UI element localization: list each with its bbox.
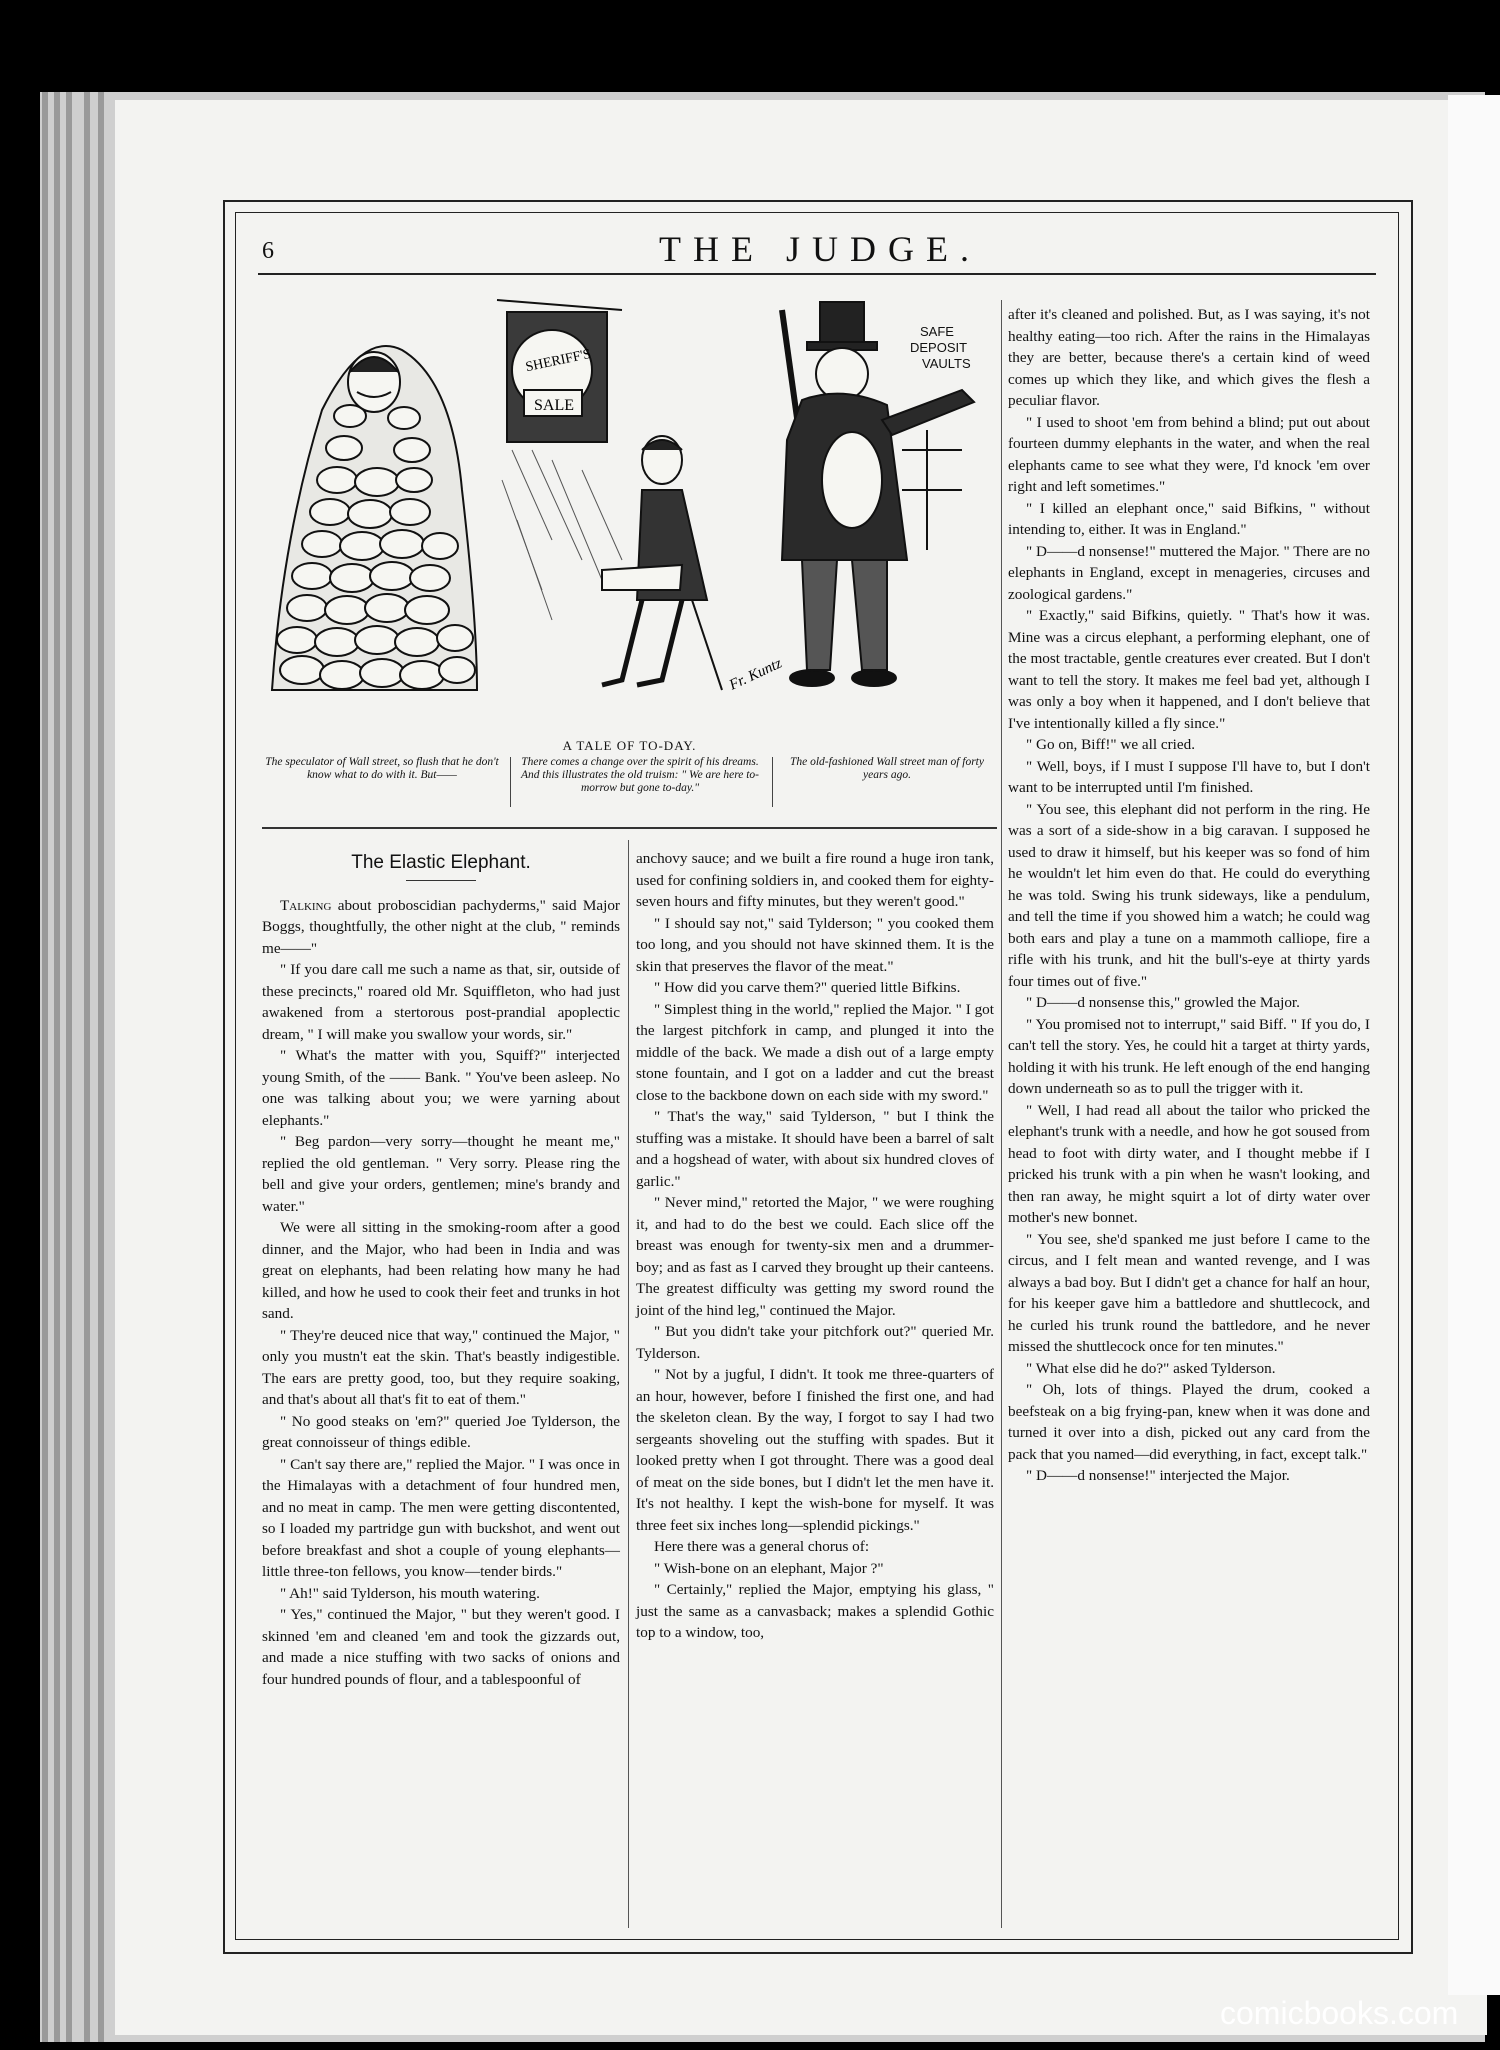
paragraph: " You promised not to interrupt," said Biff. " If you do, I can't tell the story. Yes, he could hit a target at thirty yards, holding it with his trunk. He left enough of the end hanging down underneath so as to pull the trigger with it.	[1008, 1015, 1370, 1097]
cartoon-illustration	[262, 290, 997, 730]
paragraph: " Oh, lots of things. Played the drum, cooked a beefsteak on a big frying-pan, knew when it was done and turned it over into a dish, picked out any card from the pack that you named—did everything, in fact, except talk."	[1008, 1381, 1370, 1463]
paragraph: " That's the way," said Tylderson, " but I think the stuffing was a mistake. It should have been a barrel of salt and a hogshead of water, with about six hundred cloves of garlic."	[636, 1108, 994, 1190]
paragraph: " What's the matter with you, Squiff?" interjected young Smith, of the —— Bank. " You've been asleep. No one was talking about you; we were yarning about elephants."	[262, 1047, 620, 1129]
paragraph: " What else did he do?" asked Tylderson.	[1026, 1359, 1276, 1377]
paragraph: " No good steaks on 'em?" queried Joe Tylderson, the great connoisseur of things edible.	[262, 1412, 620, 1451]
paragraph: " Well, boys, if I must I suppose I'll have to, but I don't want to be interrupted until I'm finished.	[1008, 757, 1370, 796]
paragraph: " Wish-bone on an elephant, Major ?"	[654, 1559, 884, 1577]
paragraph: " Well, I had read all about the tailor who pricked the elephant's trunk with a needle, and how he got soused from head to foot with dirty water, and I thought mebbe if I pricked his trunk with a pin when he wasn't looking, and then ran away, he might squirt a lot of dirty water over mother's new bonnet.	[1008, 1101, 1370, 1226]
paragraph: " Ah!" said Tylderson, his mouth watering.	[280, 1584, 540, 1602]
article-column-3	[1008, 304, 1370, 1487]
paragraph: " You see, this elephant did not perform in the ring. He was a sort of a side-show in a big caravan. I supposed he used to draw it himself, but his keeper was so fond of him he wouldn't let him even do that. He could do everything he was told. Swing his trunk sideways, like a pendulum, and tell the time if you showed him a watch; he could wag both ears and play a tune on a mammoth calliope, fire a rifle with his trunk, and hit the bull's-eye at thirty yards four times out of five."	[1008, 800, 1370, 990]
rain-lines	[502, 450, 622, 620]
paragraph: " Simplest thing in the world," replied the Major. " I got the largest pitchfork in camp, and plunged it into the middle of the back. We made a dish out of a large empty stone fountain, and I got on a ladder and cut the breast close to the backbone down on each side with my sword."	[636, 1000, 994, 1104]
paragraph: anchovy sauce; and we built a fire round a huge iron tank, used for confining soldiers in, and cooked them for eighty-seven hours and fifty minutes, but they weren't good."	[636, 850, 994, 910]
sign-sale-text: SALE	[534, 397, 574, 414]
paragraph: " D——d nonsense!" muttered the Major. " There are no elephants in England, except in menageries, circuses and zoological gardens."	[1008, 542, 1370, 603]
caption-panel-left: The speculator of Wall street, so flush that he don't know what to do with it. But——	[265, 756, 499, 781]
broke-man	[602, 436, 722, 690]
column-divider	[628, 840, 629, 1928]
paragraph: " Beg pardon—very sorry—thought he meant me," replied the old gentleman. " Very sorry. Please ring the bell and give your orders, gentlemen; mine's brandy and water."	[262, 1133, 620, 1215]
article-column-1	[262, 842, 620, 1690]
paragraph: " I used to shoot 'em from behind a blind; put out about fourteen dummy elephants in the water, and when the real elephants came to see what they were, I'd knock 'em over right and left sometimes."	[1008, 413, 1370, 495]
paragraph: " How did you carve them?" queried little Bifkins.	[654, 979, 961, 996]
sheriff-sign	[497, 300, 622, 442]
paragraph: " Exactly," said Bifkins, quietly. " That's how it was. Mine was a circus elephant, a performing elephant, one of the most tractable, gentle creatures ever created. But I don't want to tell the story. It makes me feel bad yet, although I was only a boy when it happened, and I don't believe that I've intentionally killed a fly since."	[1008, 607, 1370, 732]
header-rule	[258, 273, 1376, 275]
vault-sign-line: DEPOSIT	[910, 340, 968, 355]
article-title: The Elastic Elephant.	[351, 852, 531, 873]
artist-signature: Fr. Kuntz	[726, 655, 785, 694]
caption-title: A TALE OF TO-DAY.	[562, 738, 697, 753]
masthead-title: THE JUDGE.	[659, 229, 981, 269]
paragraph: after it's cleaned and polished. But, as I was saying, it's not healthy eating—too rich. After the rains in the Himalayas they are better, because there's a certain kind of weed comes up which they like, and which gives the flesh a peculiar flavor.	[1008, 306, 1370, 409]
sign-sheriffs-text: SHERIFF'S	[524, 346, 593, 376]
paragraph: " I should say not," said Tylderson; " you cooked them too long, and you should not have skinned them. It is the skin that preserves the flavor of the meat."	[636, 914, 994, 975]
paragraph: " D——d nonsense this," growled the Major.	[1026, 994, 1300, 1011]
paragraph: " If you dare call me such a name as that, sir, outside of these precincts," roared old Mr. Squiffleton, who had just awakened from a stertorous post-prandial apoplectic dream, " I will make you swallow your words, sir."	[262, 961, 620, 1043]
vault-sign	[910, 324, 971, 371]
site-watermark: comicbooks.com	[1220, 1995, 1459, 2031]
binding-edge	[1448, 95, 1500, 1995]
caption-panel-right: The old-fashioned Wall street man of forty years ago.	[789, 756, 984, 781]
caption-divider	[772, 757, 773, 807]
paragraph: " You see, she'd spanked me just before I came to the circus, and I felt mean and wanted revenge, and I was always a bad boy. But I didn't get a chance for half an hour, for his keeper gave him a battledore and shuttlecock, and he curled his trunk round the battledore, and he never missed the shuttlecock once for ten minutes."	[1008, 1230, 1370, 1355]
title-rule	[406, 880, 476, 881]
paragraph: " But you didn't take your pitchfork out?" queried Mr. Tylderson.	[636, 1323, 994, 1362]
page-number: 6	[262, 238, 274, 264]
paragraph: " Can't say there are," replied the Major. " I was once in the Himalayas with a detachment of four hundred men, and no meat in camp. The men were getting discontented, so I loaded my partridge gun with buckshot, and went out before breakfast and shot a couple of young elephants—little three-ton fellows, you know—tender birds."	[262, 1455, 620, 1580]
paragraph: We were all sitting in the smoking-room after a good dinner, and the Major, who had been in India and was great on elephants, had been relating how many he had killed, and how he used to cook their feet and trunks in hot sand.	[262, 1219, 620, 1322]
paragraph: " Yes," continued the Major, " but they weren't good. I skinned 'em and cleaned 'em and took the gizzards out, and made a nice stuffing with two sacks of onions and four hundred pounds of flour, and a tablespoonful of	[262, 1606, 620, 1688]
paragraph: " Go on, Biff!" we all cried.	[1026, 736, 1196, 753]
illustration-rule	[262, 827, 997, 829]
column-divider	[1001, 300, 1002, 1928]
opening-word: Talking	[280, 896, 332, 914]
caption-panel-middle: There comes a change over the spirit of his dreams. And this illustrates the old truism: " We are here to-morrow but gone to-day."	[520, 756, 759, 794]
paragraph: " Never mind," retorted the Major, " we were roughing it, and had to do the best we could. Each slice off the breast was enough for twenty-six men and a drummer-boy; and as fast as I carved they brought up their canteens. The greatest difficulty was getting my sword round the joint of the hind leg," continued the Major.	[636, 1194, 994, 1319]
article-column-2	[636, 848, 994, 1644]
paragraph: " I killed an elephant once," said Bifkins, " without intending to, either. It was in England."	[1008, 499, 1370, 538]
paragraph: " Not by a jugful, I didn't. It took me three-quarters of an hour, however, before I finished the first one, and had the skeleton clean. By the way, I forgot to say I had two sergeants shoveling out the stuffing with spades. But it looked pretty when I got throught. There was a good deal of meat on the side bones, but I didn't let the men have it. It's not healthy. I kept the wish-bone for myself. It was three feet six inches long—splendid pickings."	[636, 1366, 994, 1534]
caption-divider	[510, 757, 511, 807]
speculator-head	[348, 352, 400, 412]
vault-sign-line: VAULTS	[922, 356, 971, 371]
scan-border-left	[0, 0, 40, 2050]
paragraph: " They're deuced nice that way," continued the Major, " only you mustn't eat the skin. That's beastly indigestible. The ears are pretty good, too, but they require soaking, and that's about all that's fit to eat of them."	[262, 1326, 620, 1408]
vault-sign-line: SAFE	[920, 324, 954, 339]
paragraph: Talking about proboscidian pachyderms," said Major Boggs, thoughtfully, the other night at the club, " reminds me——"	[262, 896, 620, 957]
paragraph: " D——d nonsense!" interjected the Major.	[1026, 1467, 1290, 1484]
paragraph: Here there was a general chorus of:	[654, 1538, 870, 1555]
paragraph: " Certainly," replied the Major, emptying his glass, " just the same as a canvasback; makes a splendid Gothic top to a window, too,	[636, 1581, 994, 1641]
